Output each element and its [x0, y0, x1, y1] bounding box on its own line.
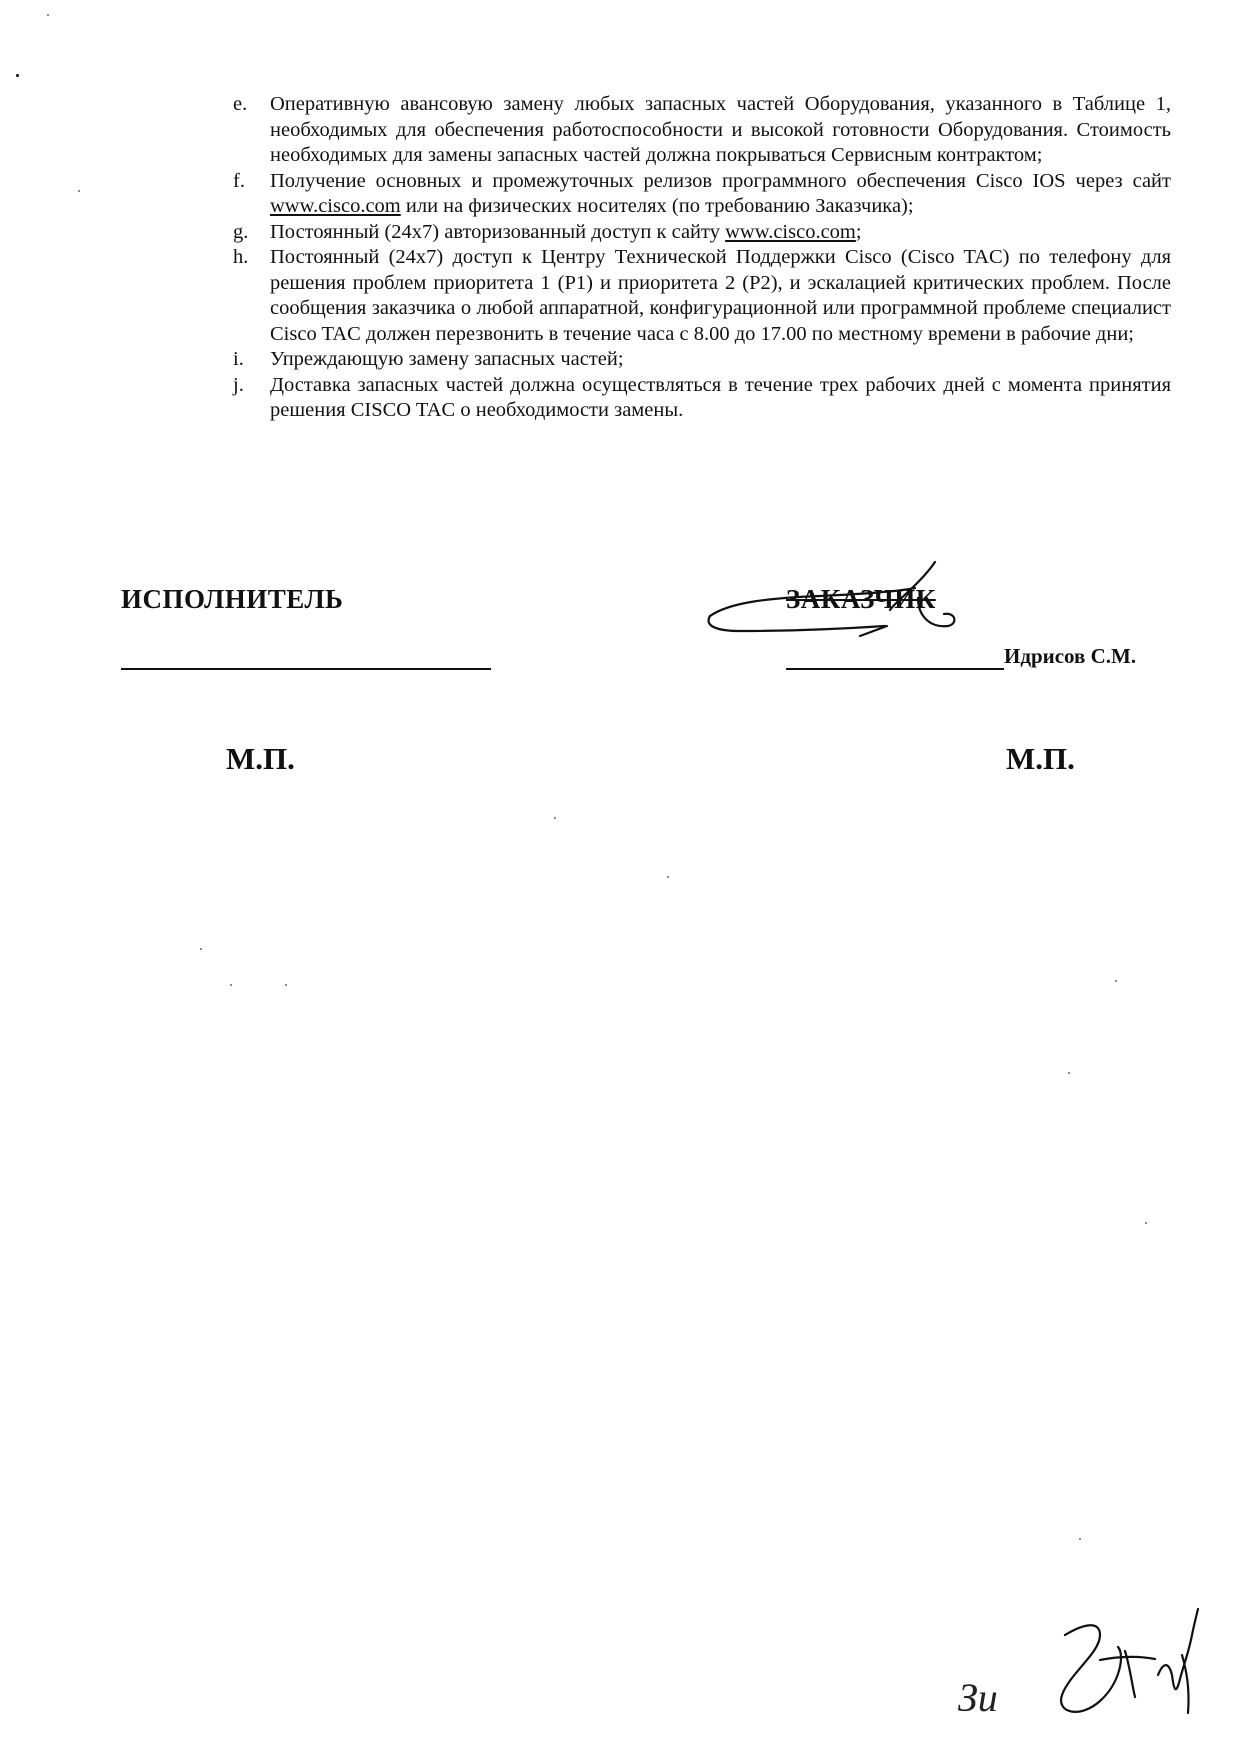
- scan-speck: [1115, 980, 1117, 982]
- customer-signature-icon: [690, 558, 980, 648]
- scan-speck: [47, 14, 49, 16]
- list-marker: g.: [233, 220, 249, 243]
- cisco-link[interactable]: www.cisco.com: [270, 195, 401, 217]
- list-item-text: Упреждающую замену запасных частей;: [270, 348, 624, 370]
- scan-speck: [1068, 1072, 1070, 1074]
- list-item-text: ;: [855, 220, 862, 243]
- executor-stamp-label: М.П.: [226, 741, 295, 776]
- list-item-text: Получение основных и промежуточных релизов программного обеспечения Cisco IOS через сайт: [270, 169, 1171, 192]
- customer-name: Идрисов С.М.: [1004, 644, 1137, 668]
- list-item-e: [233, 92, 1171, 169]
- list-item-h: [233, 245, 1171, 347]
- services-list: [233, 92, 1171, 424]
- list-marker: j.: [233, 373, 244, 396]
- list-item-j: [233, 373, 1171, 424]
- list-marker: i.: [233, 348, 244, 370]
- scan-speck: [1079, 1538, 1081, 1540]
- initials-text: Зи: [958, 1675, 998, 1720]
- customer-title: ЗАКАЗЧИК: [786, 584, 936, 614]
- executor-signature-line: [121, 668, 491, 670]
- list-item-text: Постоянный (24x7) доступ к Центру Технической Поддержки Cisco (Cisco TAC) по телефону для решения проблем приоритета 1 (P1) и приоритета 2 (P2), и эскалацией критических проблем. После сообщения заказчика о любой аппаратной, конфигурационной или программной проблеме специалист Cisco TAC должен перезвонить в течение часа с 8.00 до 17.00 по местному времени в рабочие дни;: [270, 246, 1171, 345]
- list-item-text: или на физических носителях (по требованию Заказчика);: [400, 195, 914, 217]
- customer-stamp-label: М.П.: [1006, 741, 1075, 776]
- list-item-text: Оперативную авансовую замену любых запасных частей Оборудования, указанного в Таблице 1, необходимых для обеспечения работоспособности и высокой готовности Оборудования. Стоимость необходимых для замены запасных частей должна покрываться Сервисным контрактом;: [270, 93, 1171, 166]
- executor-title: ИСПОЛНИТЕЛЬ: [121, 584, 344, 614]
- scan-speck: [16, 74, 19, 77]
- list-item-text: Доставка запасных частей должна осуществляться в течение трех рабочих дней с момента принятия решения CISCO TAC о необходимости замены.: [270, 373, 1171, 421]
- initials-signature-icon: [950, 1595, 1210, 1735]
- scan-speck: [667, 876, 669, 878]
- scan-speck: [1145, 1222, 1147, 1224]
- list-item-f: [233, 169, 1171, 220]
- list-item-i: [233, 347, 1171, 373]
- list-marker: e.: [233, 93, 248, 115]
- list-item-text: Постоянный (24x7) авторизованный доступ к сайту: [270, 220, 726, 243]
- list-marker: f.: [233, 169, 245, 192]
- scan-speck: [285, 984, 287, 986]
- customer-signature-line: [786, 668, 1004, 670]
- scan-speck: [554, 817, 556, 819]
- cisco-link[interactable]: www.cisco.com: [725, 220, 856, 243]
- scan-speck: [200, 948, 202, 950]
- scan-speck: [78, 190, 80, 192]
- list-item-g: [233, 220, 1171, 246]
- list-marker: h.: [233, 246, 249, 268]
- scan-speck: [230, 984, 232, 986]
